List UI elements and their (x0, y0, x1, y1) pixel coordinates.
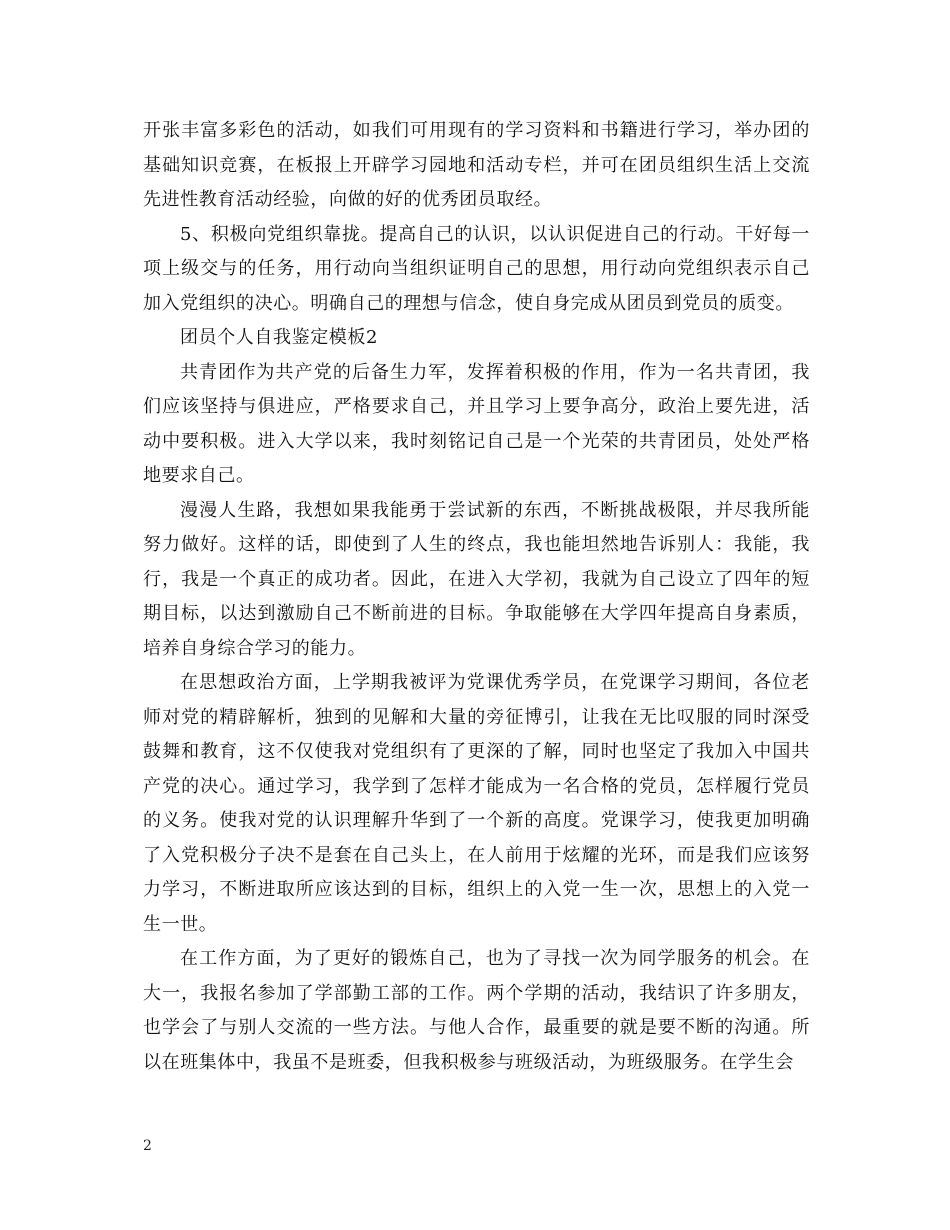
paragraph-3: 共青团作为共产党的后备生力军，发挥着积极的作用，作为一名共青团，我们应该坚持与俱进应，严格要求自己，并且学习上要争高分，政治上要先进，活动中要积极。进入大学以来，我时刻铭记自己是一个光荣的共青团员，处处严格地要求自己。 (143, 361, 810, 486)
page-number: 2 (143, 1138, 152, 1154)
paragraph-4: 漫漫人生路，我想如果我能勇于尝试新的东西，不断挑战极限，并尽我所能努力做好。这样的话，即使到了人生的终点，我也能坦然地告诉别人：我能，我行，我是一个真正的成功者。因此，在进入大学初，我就为自己设立了四年的短期目标，以达到激励自己不断前进的目标。争取能够在大学四年提高自身素质，培养自身综合学习的能力。 (143, 499, 810, 659)
paragraph-6: 在工作方面，为了更好的锻炼自己，也为了寻找一次为同学服务的机会。在大一，我报名参加了学部勤工部的工作。两个学期的活动，我结识了许多朋友，也学会了与别人交流的一些方法。与他人合作，最重要的就是要不断的沟通。所以在班集体中，我虽不是班委，但我积极参与班级活动，为班级服务。在学生会 (143, 948, 810, 1073)
paragraph-1: 开张丰富多彩色的活动，如我们可用现有的学习资料和书籍进行学习，举办团的基础知识竞赛，在板报上开辟学习园地和活动专栏，并可在团员组织生活上交流先进性教育活动经验，向做的好的优秀团员取经。 (143, 120, 810, 210)
paragraph-2: 5、积极向党组织靠拢。提高自己的认识，以认识促进自己的行动。干好每一项上级交与的任务，用行动向当组织证明自己的思想，用行动向党组织表示自己加入党组织的决心。明确自己的理想与信念，使自身完成从团员到党员的质变。 (143, 223, 810, 314)
document-body (143, 114, 810, 1080)
section-heading: 团员个人自我鉴定模板2 (180, 327, 379, 348)
paragraph-5: 在思想政治方面，上学期我被评为党课优秀学员，在党课学习期间，各位老师对党的精辟解析，独到的见解和大量的旁征博引，让我在无比叹服的同时深受鼓舞和教育，这不仅使我对党组织有了更深的了解，同时也坚定了我加入中国共产党的决心。通过学习，我学到了怎样才能成为一名合格的党员，怎样履行党员的义务。使我对党的认识理解升华到了一个新的高度。党课学习，使我更加明确了入党积极分子决不是套在自己头上，在人前用于炫耀的光环，而是我们应该努力学习，不断进取所应该达到的目标，组织上的入党一生一次，思想上的入党一生一世。 (143, 672, 810, 935)
